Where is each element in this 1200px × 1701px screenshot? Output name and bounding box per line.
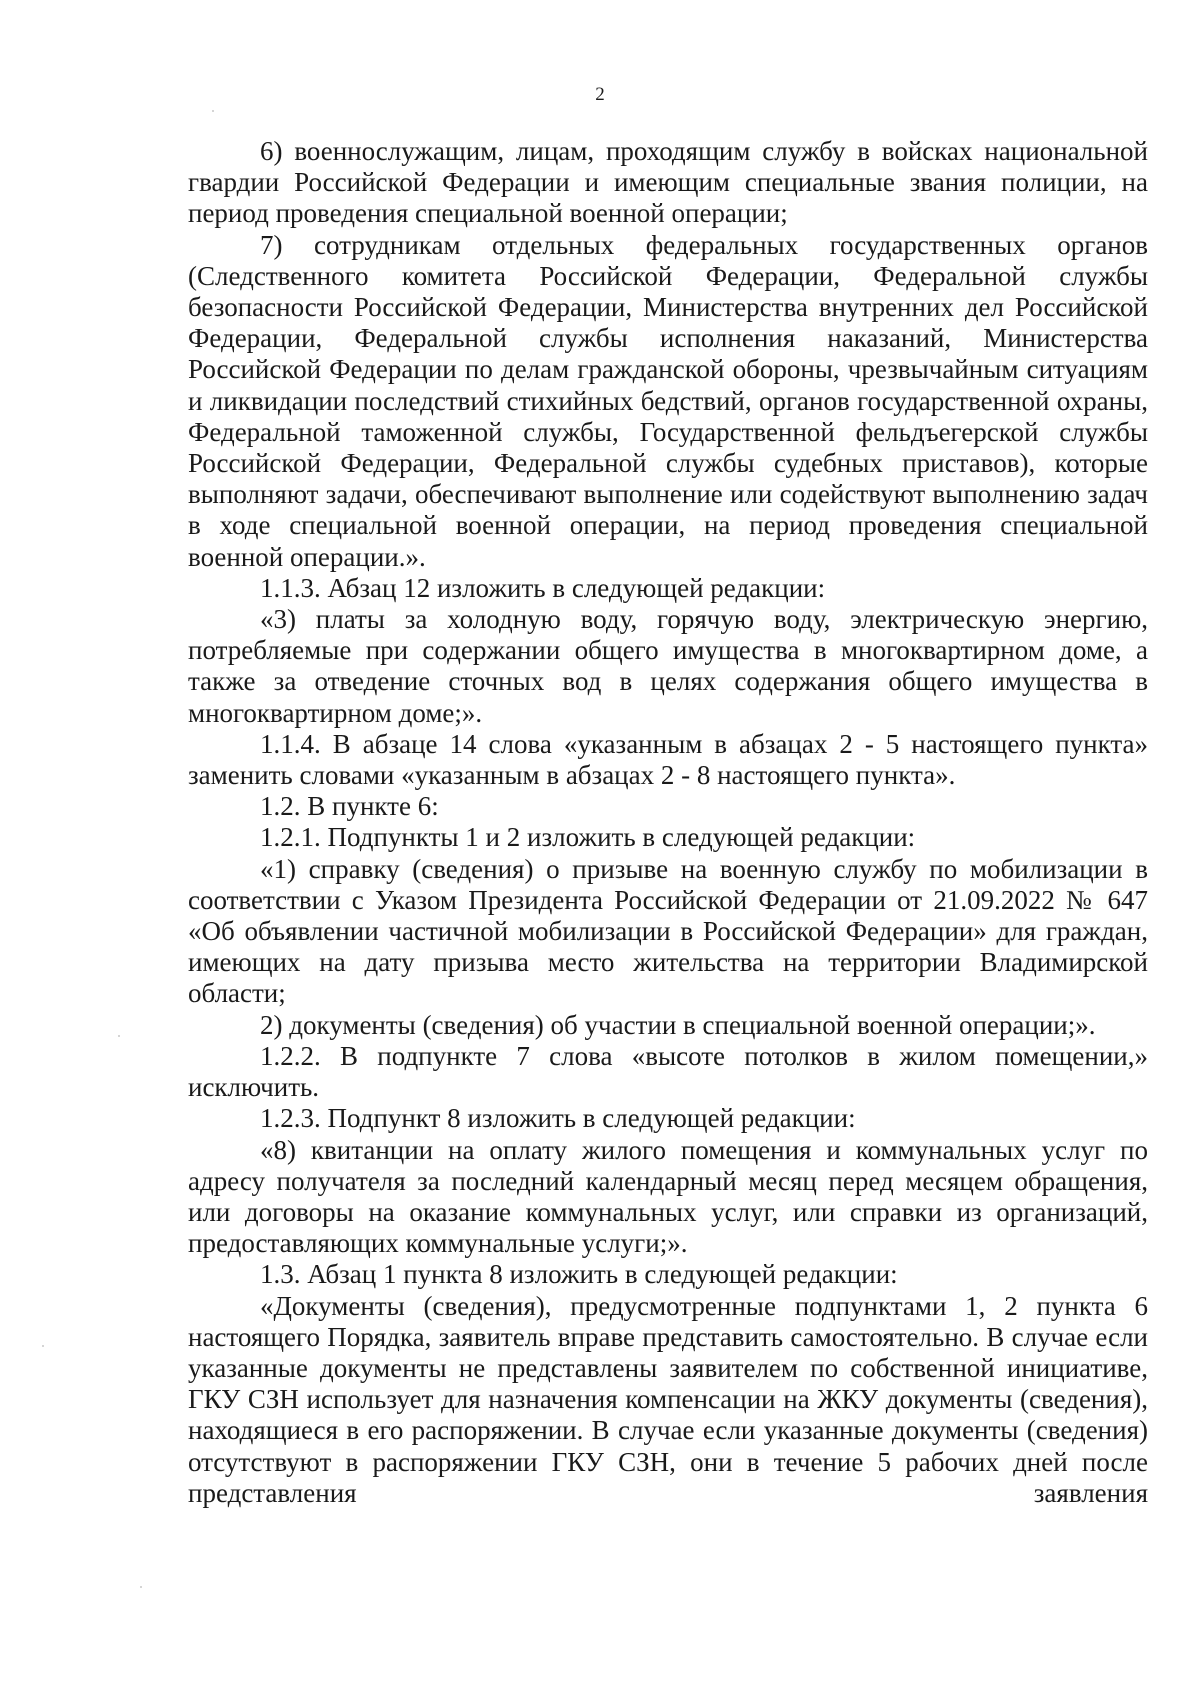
scan-artifact <box>42 1345 44 1347</box>
paragraph-quote-3: «3) платы за холодную воду, горячую воду, электрическую энергию, потребляемые при содержании общего имущества в многоквартирном доме, а также за отведение сточных вод в целях содержания общего имущества в многоквартирном доме;». <box>188 604 1148 728</box>
paragraph-1-2-3: 1.2.3. Подпункт 8 изложить в следующей редакции: <box>260 1103 856 1134</box>
scan-artifact <box>140 1586 142 1588</box>
paragraph-quote-documents: «Документы (сведения), предусмотренные подпунктами 1, 2 пункта 6 настоящего Порядка, заявитель вправе представить самостоятельно. В случае если указанные документы не представлены заявителем по собственной инициативе, ГКУ СЗН использует для назначения компенсации на ЖКУ документы (сведения), находящиеся в его распоряжении. В случае если указанные документы (сведения) отсутствуют в распоряжении ГКУ СЗН, они в течение 5 рабочих дней после представления заявления <box>188 1290 1148 1508</box>
paragraph-item-7: 7) сотрудникам отдельных федеральных государственных органов (Следственного комитета Российской Федерации, Федеральной службы безопасности Российской Федерации, Министерства внутренних дел Российской Федерации, Федеральной службы исполнения наказаний, Министерства Российской Федерации по делам гражданской обороны, чрезвычайным ситуациям и ликвидации последствий стихийных бедствий, органов государственной охраны, Федеральной таможенной службы, Государственной фельдъегерской службы Российской Федерации, Федеральной службы судебных приставов), которые выполняют задачи, обеспечивают выполнение или содействуют выполнению задач в ходе специальной военной операции, на период проведения специальной военной операции.». <box>188 229 1148 572</box>
paragraph-quote-8: «8) квитанции на оплату жилого помещения и коммунальных услуг по адресу получателя за последний календарный месяц перед месяцем обращения, или договоры на оказание коммунальных услуг, или справки из организаций, предоставляющих коммунальные услуги;». <box>188 1134 1148 1259</box>
paragraph-1-3: 1.3. Абзац 1 пункта 8 изложить в следующей редакции: <box>260 1259 898 1290</box>
document-body <box>188 136 1148 1509</box>
paragraph-1-2-2: 1.2.2. В подпункте 7 слова «высоте потолков в жилом помещении,» исключить. <box>188 1040 1148 1103</box>
paragraph-quote-1: «1) справку (сведения) о призыве на военную службу по мобилизации в соответствии с Указом Президента Российской Федерации от 21.09.2022 № 647 «Об объявлении частичной мобилизации в Российской Федерации» для граждан, имеющих на дату призыва место жительства на территории Владимирской области; <box>188 853 1148 1009</box>
paragraph-item-2: 2) документы (сведения) об участии в специальной военной операции;». <box>260 1009 1096 1040</box>
paragraph-item-6: 6) военнослужащим, лицам, проходящим службу в войсках национальной гвардии Российской Федерации и имеющим специальные звания полиции, на период проведения специальной военной операции; <box>188 136 1148 229</box>
paragraph-1-2: 1.2. В пункте 6: <box>260 791 439 822</box>
page-number: 2 <box>595 84 605 105</box>
scan-artifact <box>118 1035 120 1037</box>
scan-artifact <box>212 110 214 112</box>
paragraph-1-1-4: 1.1.4. В абзаце 14 слова «указанным в абзацах 2 - 5 настоящего пункта» заменить словами «указанным в абзацах 2 - 8 настоящего пункта». <box>188 728 1148 791</box>
paragraph-1-1-3: 1.1.3. Абзац 12 изложить в следующей редакции: <box>260 572 826 603</box>
paragraph-1-2-1: 1.2.1. Подпункты 1 и 2 изложить в следующей редакции: <box>260 822 916 853</box>
